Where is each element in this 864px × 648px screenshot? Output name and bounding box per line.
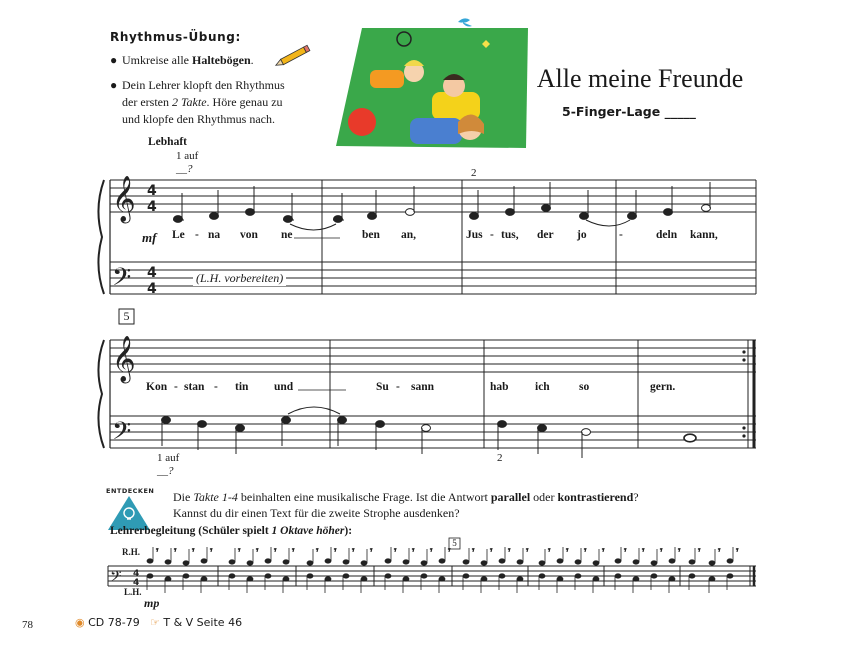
lyric-hyphen: -: [396, 381, 400, 393]
eighth-rest-icon: 𝄾: [412, 546, 415, 556]
finger-blank-rh: __?: [176, 163, 193, 175]
acc-label-b: ):: [344, 525, 353, 537]
accompaniment-note: [593, 561, 599, 565]
accompaniment-note: [463, 560, 469, 564]
discover-text: [173, 489, 693, 521]
bullet2-line2-a: der ersten: [122, 95, 172, 109]
acc-time-top: 4: [133, 569, 140, 579]
lyric: und: [274, 381, 294, 393]
repeat-sign: [742, 350, 745, 437]
bullet1-end: .: [250, 53, 254, 67]
acc-label-a: Lehrerbegleitung (Schüler spielt: [110, 525, 272, 537]
d1-bold-contrast: kontrastierend: [557, 490, 634, 504]
accompaniment-note: [229, 560, 235, 564]
lyric: tin: [235, 381, 249, 393]
accompaniment-note: [499, 574, 505, 578]
lh-prepare-note: (L.H. vorbereiten): [193, 271, 286, 286]
treble-clef-icon: 𝄞: [112, 336, 136, 382]
accompaniment-note: [183, 561, 189, 565]
accompaniment-note: [385, 574, 391, 578]
accompaniment-note: [325, 559, 331, 563]
accompaniment-note: [385, 559, 391, 563]
accompaniment-note: [481, 561, 487, 565]
melody-notes-system-2: [162, 417, 697, 458]
exercise-title: Rhythmus-Übung:: [110, 30, 241, 44]
accompaniment-note: [669, 559, 675, 563]
accompaniment-note: [651, 561, 657, 565]
accompaniment-note: [265, 574, 271, 578]
bullet2-line3: und klopfe den Rhythmus nach.: [122, 112, 275, 126]
accompaniment-note: [481, 577, 487, 581]
accompaniment-note: [709, 561, 715, 565]
accompaniment-note: [343, 574, 349, 578]
accompaniment-note: [283, 577, 289, 581]
accompaniment-note: [633, 560, 639, 564]
accompaniment-note: [669, 577, 675, 581]
finger-blank-lh: __?: [157, 465, 174, 477]
accompaniment-note: [499, 559, 505, 563]
accompaniment-note: [727, 574, 733, 578]
lyric: deln: [656, 229, 678, 241]
accompaniment-note: [689, 560, 695, 564]
accompaniment-note: [165, 560, 171, 564]
accompaniment-note: [265, 559, 271, 563]
accompaniment-note: [247, 577, 253, 581]
accompaniment-note: [247, 561, 253, 565]
eighth-rest-icon: 𝄾: [394, 546, 397, 556]
accompaniment-note: [689, 574, 695, 578]
brace-system-1: [98, 180, 104, 294]
accompaniment-label: [110, 525, 352, 537]
accompaniment-note: [575, 560, 581, 564]
bass-clef-icon: 𝄢: [112, 417, 132, 452]
acc-label-italic: 1 Oktave höher: [271, 525, 345, 537]
lyric: ne: [281, 229, 293, 241]
accompaniment-note: [201, 577, 207, 581]
eighth-rest-icon: 𝄾: [448, 546, 451, 556]
eighth-rest-icon: 𝄾: [238, 546, 241, 556]
accompaniment-note: [439, 577, 445, 581]
discover-line1: [173, 489, 693, 505]
eighth-rest-icon: 𝄾: [584, 546, 587, 556]
lyric: stan: [184, 381, 205, 393]
cd-icon: ◉: [75, 616, 85, 629]
eighth-rest-icon: 𝄾: [698, 546, 701, 556]
accompaniment-staff: [108, 566, 756, 586]
time-sig-top: 4: [147, 183, 157, 199]
accompaniment-note: [183, 574, 189, 578]
time-sig-bottom: 4: [147, 199, 157, 215]
lyric: von: [240, 229, 258, 241]
accompaniment-note: [517, 577, 523, 581]
lyric: na: [208, 229, 221, 241]
bullet2-line1: Dein Lehrer klopft den Rhythmus: [122, 78, 285, 92]
d1c: oder: [530, 490, 558, 504]
accompaniment-note: [165, 577, 171, 581]
accompaniment-note: [361, 561, 367, 565]
dynamic-mf: mf: [142, 230, 157, 245]
lyric-hyphen: -: [174, 381, 178, 393]
song-title: Alle meine Freunde: [536, 64, 744, 93]
measure-number: 5: [123, 309, 130, 323]
acc-dynamic-mp: mp: [144, 596, 160, 610]
lyric: Jus: [466, 229, 483, 241]
finger-1-auf: 1 auf: [176, 150, 199, 162]
cd-text: CD 78-79: [88, 616, 140, 629]
tie-system-2: [288, 407, 340, 414]
eighth-rest-icon: 𝄾: [718, 546, 721, 556]
accompaniment-note: [615, 559, 621, 563]
accompaniment-note: [403, 577, 409, 581]
accompaniment-note: [463, 574, 469, 578]
accompaniment-note: [421, 574, 427, 578]
eighth-rest-icon: 𝄾: [736, 546, 739, 556]
eighth-rest-icon: 𝄾: [490, 546, 493, 556]
bullet1-bold: Haltebögen: [191, 53, 251, 67]
accompaniment-note: [147, 559, 153, 563]
accompaniment-note: [229, 574, 235, 578]
acc-measure-number: 5: [452, 538, 457, 548]
accompaniment-note: [307, 561, 313, 565]
accompaniment-note: [361, 577, 367, 581]
lyric: der: [537, 229, 554, 241]
lyric: gern.: [650, 381, 676, 393]
lyric: hab: [490, 381, 509, 393]
eighth-rest-icon: 𝄾: [548, 546, 551, 556]
eighth-rest-icon: 𝄾: [352, 546, 355, 556]
accompaniment-note: [633, 577, 639, 581]
staff-system-2-bass: [110, 416, 756, 448]
lyric-hyphen: -: [619, 229, 623, 241]
accompaniment-note: [615, 574, 621, 578]
accompaniment-note: [307, 574, 313, 578]
eighth-rest-icon: 𝄾: [678, 546, 681, 556]
accompaniment-note: [539, 561, 545, 565]
bass-clef-icon: 𝄢: [112, 263, 132, 298]
five-finger-position: 5-Finger-Lage _____: [562, 104, 696, 119]
lyric: so: [579, 381, 590, 393]
accompaniment-note: [517, 560, 523, 564]
accompaniment-note: [403, 560, 409, 564]
tv-reference: [150, 616, 242, 629]
accompaniment-note: [283, 560, 289, 564]
lyric: sann: [411, 381, 435, 393]
lyric-hyphen: -: [214, 381, 218, 393]
acc-time-bottom: 4: [133, 578, 140, 588]
eighth-rest-icon: 𝄾: [274, 546, 277, 556]
time-sig-bass-bottom: 4: [147, 281, 157, 297]
lyric: jo: [577, 229, 587, 241]
d1d: ?: [633, 490, 639, 504]
accompaniment-note: [325, 577, 331, 581]
d1b: beinhalten eine musikalische Frage. Ist die Antwort: [237, 490, 491, 504]
accompaniment-note: [709, 577, 715, 581]
eighth-rest-icon: 𝄾: [472, 546, 475, 556]
acc-rh-label: R.H.: [122, 547, 140, 557]
exercise-bullet-2: ● Dein Lehrer klopft den Rhythmus der ersten 2 Takte. Höre genau zu und klopfe den Rhythmus nach.: [110, 77, 340, 129]
eighth-rest-icon: 𝄾: [526, 546, 529, 556]
accompaniment-note: [575, 574, 581, 578]
cd-reference: [75, 616, 140, 629]
eighth-rest-icon: 𝄾: [642, 546, 645, 556]
hand-icon: ☞: [150, 616, 160, 629]
accompaniment-note: [557, 577, 563, 581]
lyric: ich: [535, 381, 550, 393]
eighth-rest-icon: 𝄾: [370, 546, 373, 556]
page-number: 78: [22, 619, 33, 631]
eighth-rest-icon: 𝄾: [316, 546, 319, 556]
d1-bold-parallel: parallel: [490, 490, 531, 504]
accompaniment-note: [651, 574, 657, 578]
finger-number-2-rh: 2: [471, 167, 477, 179]
lyric: an,: [401, 229, 417, 241]
bass-clef-icon: 𝄢: [110, 568, 122, 589]
eighth-rest-icon: 𝄾: [430, 546, 433, 556]
eighth-rest-icon: 𝄾: [156, 546, 159, 556]
brace-system-2: [98, 340, 104, 448]
eighth-rest-icon: 𝄾: [334, 546, 337, 556]
accompaniment-note: [539, 574, 545, 578]
d1a: Die: [173, 490, 194, 504]
staff-system-1-treble: [110, 180, 756, 212]
accompaniment-note: [421, 561, 427, 565]
accompaniment-note: [439, 559, 445, 563]
eighth-rest-icon: 𝄾: [210, 546, 213, 556]
lyric-hyphen: -: [490, 229, 494, 241]
accompaniment-note: [557, 559, 563, 563]
bullet1-text: Umkreise alle: [122, 53, 192, 67]
finger-number-rh: [176, 150, 198, 162]
acc-lh-label: L.H.: [124, 587, 142, 597]
accompaniment-note: [727, 559, 733, 563]
eighth-rest-icon: 𝄾: [174, 546, 177, 556]
treble-clef-icon: 𝄞: [112, 176, 136, 222]
lyric: tus,: [501, 229, 519, 241]
lyric: Le: [172, 229, 185, 241]
time-sig-bass-top: 4: [147, 265, 157, 281]
eighth-rest-icon: 𝄾: [508, 546, 511, 556]
exercise-bullet-1: ● Umkreise alle Haltebögen.: [110, 53, 254, 67]
accompaniment-note: [201, 559, 207, 563]
tempo-marking: Lebhaft: [148, 136, 187, 148]
finger-number-2-lh: 2: [497, 452, 503, 464]
d1-italic: Takte 1-4: [193, 490, 238, 504]
discover-label: ENTDECKEN: [106, 487, 155, 495]
lyric-hyphen: -: [195, 229, 199, 241]
lyric: kann,: [690, 229, 718, 241]
accompaniment-note: [343, 560, 349, 564]
eighth-rest-icon: 𝄾: [192, 546, 195, 556]
staff-system-2-treble: [110, 340, 756, 372]
accompaniment-note: [593, 577, 599, 581]
eighth-rest-icon: 𝄾: [602, 546, 605, 556]
accompaniment-note: [147, 574, 153, 578]
finger-number-lh: 1 auf: [157, 452, 180, 464]
eighth-rest-icon: 𝄾: [292, 546, 295, 556]
lyric: Su: [376, 381, 389, 393]
eighth-rest-icon: 𝄾: [566, 546, 569, 556]
discover-line2: Kannst du dir einen Text für die zweite Strophe ausdenken?: [173, 506, 460, 520]
bullet2-line2-italic: 2 Takte: [171, 95, 207, 109]
eighth-rest-icon: 𝄾: [624, 546, 627, 556]
eighth-rest-icon: 𝄾: [660, 546, 663, 556]
eighth-rest-icon: 𝄾: [256, 546, 259, 556]
lyric: Kon: [146, 381, 168, 393]
tv-text: T & V Seite 46: [163, 616, 243, 629]
bullet2-line2-b: . Höre genau zu: [206, 95, 283, 109]
lyric: ben: [362, 229, 380, 241]
